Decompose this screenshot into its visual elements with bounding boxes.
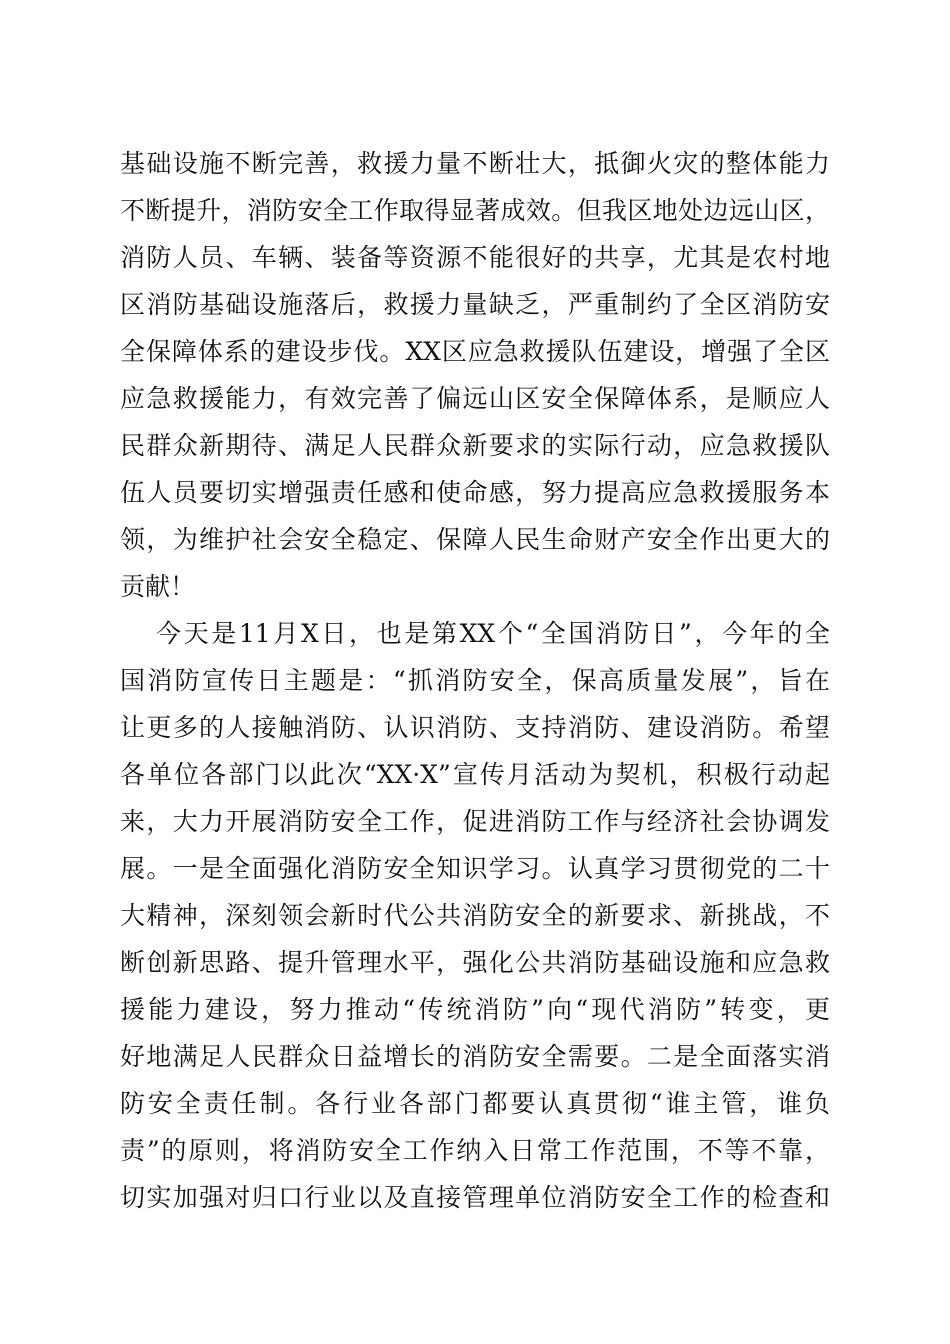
text-line: 好地满足人民群众日益增长的消防安全需要。二是全面落实消 [120,1042,830,1071]
text-line: 各单位各部门以此次“XX·X”宣传月活动为契机，积极行动起 [120,760,830,789]
text-line: 贡献！ [120,572,196,601]
text-line: 大精神，深刻领会新时代公共消防安全的新要求、新挑战，不 [120,901,830,930]
text-line: 民群众新期待、满足人民群众新要求的实际行动，应急救援队 [120,431,830,460]
text-line: 让更多的人接触消防、认识消防、支持消防、建设消防。希望 [120,713,830,742]
text-line: 切实加强对归口行业以及直接管理单位消防安全工作的检查和 [120,1183,830,1212]
text-line: 区消防基础设施落后，救援力量缺乏，严重制约了全区消防安 [120,290,830,319]
text-line: 援能力建设，努力推动“传统消防”向“现代消防”转变，更 [120,995,830,1024]
text-line: 伍人员要切实增强责任感和使命感，努力提高应急救援服务本 [120,478,830,507]
paragraph-1 [120,140,830,610]
text-line: 责”的原则，将消防安全工作纳入日常工作范围，不等不靠， [120,1136,830,1165]
text-line: 应急救援能力，有效完善了偏远山区安全保障体系，是顺应人 [120,384,830,413]
text-line: 防安全责任制。各行业各部门都要认真贯彻“谁主管，谁负 [120,1089,830,1118]
document-body [120,140,830,1221]
text-line: 领，为维护社会安全稳定、保障人民生命财产安全作出更大的 [120,525,830,554]
text-line: 全保障体系的建设步伐。XX区应急救援队伍建设，增强了全区 [120,337,830,366]
text-line: 来，大力开展消防安全工作，促进消防工作与经济社会协调发 [120,807,830,836]
text-line: 消防人员、车辆、装备等资源不能很好的共享，尤其是农村地 [120,243,830,272]
text-line: 展。一是全面强化消防安全知识学习。认真学习贯彻党的二十 [120,854,830,883]
text-line: 不断提升，消防安全工作取得显著成效。但我区地处边远山区， [120,196,830,225]
text-line: 基础设施不断完善，救援力量不断壮大，抵御火灾的整体能力 [120,149,830,178]
text-line: 国消防宣传日主题是：“抓消防安全，保高质量发展”，旨在 [120,666,830,695]
text-line: 今天是11月X日，也是第XX个“全国消防日”，今年的全 [156,619,830,648]
paragraph-2 [120,610,830,1221]
text-line: 断创新思路、提升管理水平，强化公共消防基础设施和应急救 [120,948,830,977]
